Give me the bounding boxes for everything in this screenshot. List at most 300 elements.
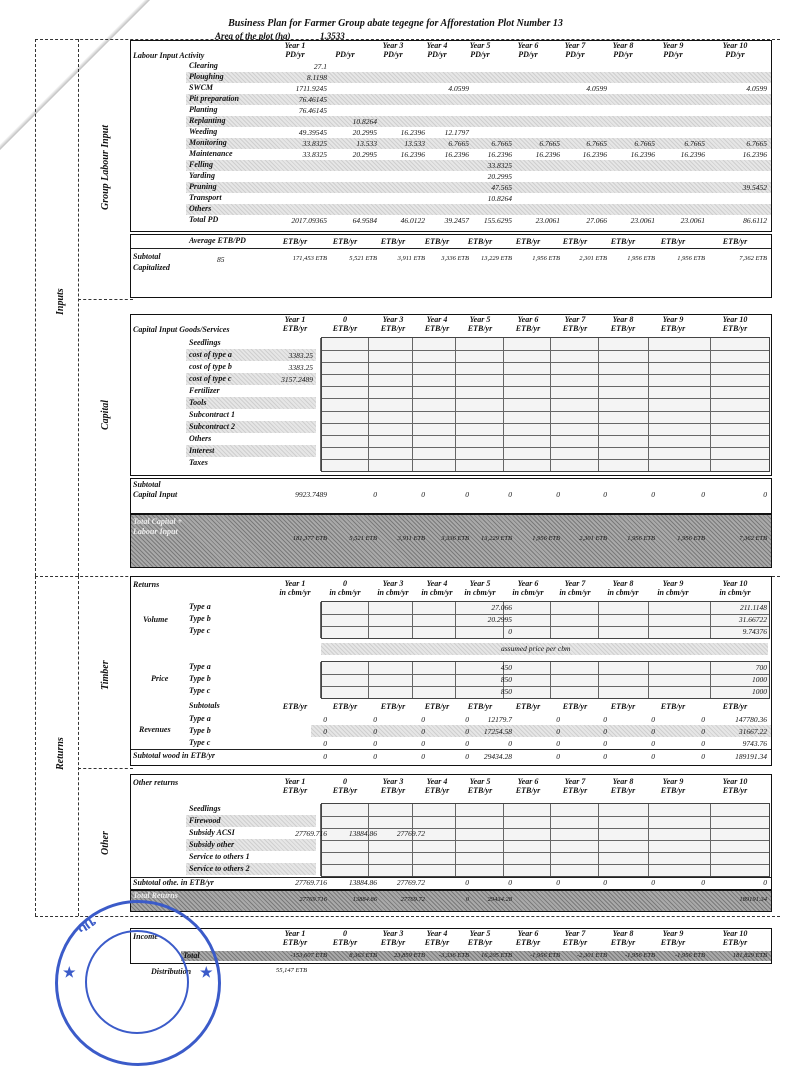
unit-header: in cbm/yr [559, 588, 591, 597]
revenue-value: 0 [373, 739, 377, 748]
grid-row-line [322, 614, 769, 615]
unit-header: ETB/yr [282, 237, 308, 246]
unit-header: ETB/yr [332, 938, 358, 947]
revenue-value: 0 [603, 739, 607, 748]
other-item: Service to others 2 [189, 864, 250, 873]
volume-value-y10: 211.1148 [739, 603, 767, 612]
unit-header: ETB/yr [380, 938, 406, 947]
price-value-y10: 700 [755, 663, 767, 672]
unit-header: PD/yr [383, 50, 403, 59]
unit-header: ETB/yr [424, 237, 450, 246]
income-value: -1,956 ETB [675, 952, 705, 959]
labour-value: 6.7665 [539, 139, 560, 148]
labour-value: 20.2995 [352, 128, 377, 137]
revenue-value: 0 [556, 715, 560, 724]
capital-subtotal-value: 0 [421, 490, 425, 499]
data-grid [321, 803, 770, 877]
grid-row-line [322, 350, 769, 351]
grid-col-line [320, 804, 321, 876]
unit-header: in cbm/yr [377, 588, 409, 597]
capital-item: Interest [189, 446, 215, 455]
labour-value: 23.0061 [680, 216, 705, 225]
total-input-value: 2,301 ETB [579, 535, 607, 542]
labour-value: 23.0061 [535, 216, 560, 225]
year-header: Year 7 [564, 929, 586, 938]
revenues-label: Revenues [139, 725, 171, 734]
subtotal-value: 171,453 ETB [292, 255, 327, 262]
grid-row-line [322, 816, 769, 817]
capital-item: Tools [189, 398, 207, 407]
unit-header: PD/yr [285, 50, 305, 59]
labour-value: 16.2396 [400, 128, 425, 137]
unit-header: ETB/yr [660, 237, 686, 246]
labour-value: 39.2457 [444, 216, 469, 225]
capital-item: Seedlings [189, 338, 221, 347]
total-input-value: 3,336 ETB [441, 535, 469, 542]
labour-value: 6.7665 [491, 139, 512, 148]
unit-header: ETB/yr [282, 786, 308, 795]
unit-header: ETB/yr [424, 702, 450, 711]
capital-subtotal-value: 0 [701, 490, 705, 499]
labour-col-label: Labour Input Activity [133, 51, 205, 60]
unit-header: ETB/yr [515, 324, 541, 333]
wood-subtotal-value: 0 [556, 752, 560, 761]
unit-header: ETB/yr [610, 237, 636, 246]
income-table [130, 928, 772, 976]
labour-value: 4.0599 [586, 84, 607, 93]
revenue-value: 0 [603, 727, 607, 736]
labour-value: 64.9584 [352, 216, 377, 225]
unit-header: ETB/yr [722, 786, 748, 795]
stamp-star-right: ★ [200, 966, 213, 981]
grid-col-line [648, 662, 649, 698]
year-header: Year 10 [722, 41, 748, 50]
page-title: Business Plan for Farmer Group abate tegegne for Afforestation Plot Number 13 [228, 18, 563, 29]
unit-header: ETB/yr [380, 786, 406, 795]
labour-value: 1711.9245 [295, 84, 327, 93]
unit-header: PD/yr [427, 50, 447, 59]
labour-value: 6.7665 [448, 139, 469, 148]
price-type: Type c [189, 686, 211, 695]
grid-row-line [322, 423, 769, 424]
capital-subtotal-label: Subtotal Capital Input [133, 480, 178, 499]
unit-header: ETB/yr [610, 324, 636, 333]
unit-header: ETB/yr [467, 938, 493, 947]
grid-col-line [368, 602, 369, 638]
other-item: Subsidy other [189, 840, 235, 849]
unit-header: ETB/yr [562, 938, 588, 947]
year-header: Year 3 [382, 41, 404, 50]
other-subtotal-value: 13884.86 [348, 878, 377, 887]
year-header: Year 3 [382, 929, 404, 938]
other-subtotal-value: 27769.716 [295, 878, 327, 887]
unit-header: ETB/yr [380, 324, 406, 333]
price-value-y5: 450 [500, 663, 512, 672]
year-header: Year 6 [517, 579, 539, 588]
unit-header: ETB/yr [722, 237, 748, 246]
grid-col-line [598, 662, 599, 698]
subtotal-value: 13,229 ETB [480, 255, 512, 262]
price-type: Type a [189, 662, 211, 671]
subtotal-value: 3,911 ETB [397, 255, 425, 262]
year-header: 0 [343, 579, 347, 588]
year-header: Year 7 [564, 315, 586, 324]
revenue-value: 0 [373, 715, 377, 724]
assumed-price-label: assumed price per cbm [501, 644, 571, 653]
unit-header: PD/yr [613, 50, 633, 59]
unit-header: PD/yr [470, 50, 490, 59]
year-header: Year 8 [612, 315, 634, 324]
total-returns-value: 27769.72 [400, 896, 425, 903]
capital-total-box [130, 514, 772, 568]
year-header: Year 4 [426, 315, 448, 324]
labour-value: 76.46145 [298, 106, 327, 115]
year-header: Year 5 [469, 579, 491, 588]
unit-header: in cbm/yr [719, 588, 751, 597]
grid-col-line [320, 338, 321, 471]
inputs-side-label: Inputs [55, 288, 66, 315]
capital-item: Taxes [189, 458, 208, 467]
stripe-row [186, 116, 771, 127]
inputs-frame-left [35, 39, 36, 576]
unit-header: in cbm/yr [464, 588, 496, 597]
other-item: Service to others 1 [189, 852, 250, 861]
grid-col-line [320, 662, 321, 698]
capital-value: 3383.25 [288, 351, 313, 360]
labour-activity: Others [189, 204, 212, 213]
unit-header: ETB/yr [660, 786, 686, 795]
labour-value: 16.2396 [582, 150, 607, 159]
year-header: 0 [343, 777, 347, 786]
unit-header: ETB/yr [562, 702, 588, 711]
wood-subtotal-value: 0 [323, 752, 327, 761]
other-item: Seedlings [189, 804, 221, 813]
stamp-text-top: ሳቤ [75, 914, 100, 938]
capital-item: cost of type c [189, 374, 232, 383]
total-input-value: 3,911 ETB [397, 535, 425, 542]
grid-row-line [322, 374, 769, 375]
other-subtotal-value: 0 [465, 878, 469, 887]
other-subtotal-value: 0 [763, 878, 767, 887]
unit-header: ETB/yr [515, 786, 541, 795]
volume-value-y5: 27.066 [491, 603, 512, 612]
unit-header: ETB/yr [282, 324, 308, 333]
revenue-value: 0 [651, 739, 655, 748]
labour-value: 6.7665 [586, 139, 607, 148]
year-header: Year 1 [284, 777, 306, 786]
price-value-y5: 850 [500, 675, 512, 684]
unit-header: ETB/yr [467, 786, 493, 795]
total-input-value: 1,956 ETB [677, 535, 705, 542]
labour-value: 10.8264 [352, 117, 377, 126]
labour-value: 10.8264 [487, 194, 512, 203]
revenue-value: 12179.7 [487, 715, 512, 724]
unit-header: in cbm/yr [329, 588, 361, 597]
capital-subtotal-value: 0 [603, 490, 607, 499]
grid-row-line [322, 852, 769, 853]
volume-type: Type c [189, 626, 211, 635]
grid-col-line [412, 602, 413, 638]
total-returns-value: 27769.716 [299, 896, 327, 903]
distribution-label: Distribution [151, 967, 192, 976]
unit-header: ETB/yr [722, 938, 748, 947]
unit-header: ETB/yr [282, 702, 308, 711]
wood-subtotal-value: 0 [465, 752, 469, 761]
returns-side-label: Returns [55, 737, 66, 770]
labour-value: 6.7665 [684, 139, 705, 148]
wood-subtotal-value: 0 [603, 752, 607, 761]
capital-subtotal-value: 0 [763, 490, 767, 499]
year-header: Year 8 [612, 777, 634, 786]
total-input-value: 5,521 ETB [349, 535, 377, 542]
other-subtotal-value: 0 [603, 878, 607, 887]
year-header: Year 4 [426, 579, 448, 588]
year-header: Year 6 [517, 41, 539, 50]
labour-value: 6.7665 [746, 139, 767, 148]
volume-value-y10: 31.66722 [738, 615, 767, 624]
labour-activity: Transport [189, 193, 222, 202]
unit-header: ETB/yr [332, 324, 358, 333]
total-returns-value: 29434.28 [487, 896, 512, 903]
total-returns-value: 13884.86 [352, 896, 377, 903]
other-value: 27769.716 [295, 829, 327, 838]
labour-value: 86.6112 [743, 216, 767, 225]
grid-row-line [322, 840, 769, 841]
data-grid [321, 601, 770, 639]
grid-col-line [710, 338, 711, 471]
capital-table [130, 314, 772, 476]
distribution-value: 55,147 ETB [276, 967, 308, 974]
labour-activity: Total PD [189, 215, 219, 224]
other-value: 27769.72 [396, 829, 425, 838]
subtotal-value: 2,301 ETB [579, 255, 607, 262]
year-header: Year 1 [284, 929, 306, 938]
revenue-value: 0 [556, 739, 560, 748]
labour-capital-divider [78, 299, 133, 300]
income-value: -1,956 ETB [530, 952, 560, 959]
year-header: Year 9 [662, 777, 684, 786]
wood-subtotal-value: 0 [421, 752, 425, 761]
total-returns-value: 0 [465, 896, 469, 903]
unit-header: ETB/yr [610, 786, 636, 795]
year-header: Year 9 [662, 929, 684, 938]
labour-value: 20.2995 [487, 172, 512, 181]
capital-subtotal-value: 0 [651, 490, 655, 499]
year-header: Year 1 [284, 579, 306, 588]
grid-row-line [322, 626, 769, 627]
data-grid [321, 661, 770, 699]
total-input-value: 1,956 ETB [627, 535, 655, 542]
capital-item: cost of type b [189, 362, 232, 371]
year-header: Year 3 [382, 777, 404, 786]
labour-value: 33.8325 [487, 161, 512, 170]
subtotals-label: Subtotals [189, 701, 220, 710]
income-total-label: Total [183, 951, 200, 960]
subtotal-line [131, 749, 771, 750]
labour-value: 2017.09365 [291, 216, 327, 225]
total-input-value: 7,362 ETB [739, 535, 767, 542]
unit-header: ETB/yr [515, 702, 541, 711]
unit-header: ETB/yr [610, 702, 636, 711]
grid-col-line [648, 602, 649, 638]
stamp-star-left: ★ [63, 966, 76, 981]
unit-header: ETB/yr [660, 938, 686, 947]
total-input-value: 1,956 ETB [532, 535, 560, 542]
labour-activity: Pruning [189, 182, 217, 191]
year-header: Year 7 [564, 777, 586, 786]
grid-col-line [550, 338, 551, 471]
year-header: Year 8 [612, 579, 634, 588]
year-header: Year 5 [469, 315, 491, 324]
grid-col-line [503, 338, 504, 471]
year-header: Year 9 [662, 315, 684, 324]
labour-value: 16.2396 [630, 150, 655, 159]
labour-value: 13.533 [356, 139, 377, 148]
year-header: Year 9 [662, 41, 684, 50]
grid-row-line [322, 386, 769, 387]
unit-header: ETB/yr [722, 702, 748, 711]
unit-header: ETB/yr [562, 237, 588, 246]
capital-subtotal-value: 0 [465, 490, 469, 499]
year-header: Year 7 [564, 579, 586, 588]
revenue-type: Type b [189, 726, 211, 735]
capital-item: Fertilizer [189, 386, 220, 395]
labour-activity: Yarding [189, 171, 215, 180]
subtotal-value: 1,956 ETB [677, 255, 705, 262]
timber-table [130, 576, 772, 766]
unit-header: ETB/yr [332, 237, 358, 246]
price-value-y10: 1000 [752, 675, 767, 684]
area-label: Area of the plot (ha) [215, 31, 291, 41]
grid-col-line [320, 602, 321, 638]
labour-value: 27.1 [313, 62, 327, 71]
grid-row-line [322, 447, 769, 448]
unit-header: PD/yr [725, 50, 745, 59]
subtotal-label: Subtotal Capitalized [133, 252, 170, 272]
grid-col-line [550, 602, 551, 638]
revenue-value: 17254.58 [483, 727, 512, 736]
revenue-value: 0 [373, 727, 377, 736]
year-header: Year 6 [517, 929, 539, 938]
unit-header: ETB/yr [282, 938, 308, 947]
timber-returns-label: Returns [133, 580, 160, 589]
grid-row-line [322, 674, 769, 675]
timber-side-label: Timber [100, 660, 111, 690]
capital-value: 3383.25 [288, 363, 313, 372]
grid-col-line [598, 338, 599, 471]
unit-header: ETB/yr [660, 324, 686, 333]
income-value: -2,301 ETB [577, 952, 607, 959]
other-subtotal-value: 0 [651, 878, 655, 887]
revenue-value: 0 [421, 727, 425, 736]
year-header: 0 [343, 929, 347, 938]
income-value: 181,829 ETB [732, 952, 767, 959]
other-subtotal-value: 0 [508, 878, 512, 887]
labour-value: 16.2396 [487, 150, 512, 159]
income-value: -1,956 ETB [625, 952, 655, 959]
wood-subtotal-value: 189191.34 [735, 752, 767, 761]
labour-value: 47.565 [491, 183, 512, 192]
group-labour-side-label: Group Labour Input [100, 124, 111, 210]
capital-item: Subcontract 1 [189, 410, 236, 419]
unit-header: ETB/yr [660, 702, 686, 711]
revenue-value: 0 [556, 727, 560, 736]
labour-value: 8.1198 [306, 73, 327, 82]
unit-header: ETB/yr [562, 324, 588, 333]
price-value-y5: 850 [500, 687, 512, 696]
labour-value: 16.2396 [742, 150, 767, 159]
labour-value: 46.0122 [400, 216, 425, 225]
revenue-type: Type a [189, 714, 211, 723]
unit-header: ETB/yr [467, 324, 493, 333]
other-value: 13884.86 [348, 829, 377, 838]
data-grid [321, 337, 770, 472]
labour-value: 4.0599 [746, 84, 767, 93]
volume-value-y5: 0 [508, 627, 512, 636]
avg-value: 85 [217, 255, 225, 264]
unit-header: ETB/yr [424, 786, 450, 795]
stripe-row [186, 204, 771, 215]
year-header: Year 6 [517, 315, 539, 324]
capital-item: Others [189, 434, 212, 443]
revenue-value: 0 [701, 739, 705, 748]
labour-value: 12.1797 [444, 128, 469, 137]
capital-subtotal-value: 0 [508, 490, 512, 499]
unit-header: PD/yr [565, 50, 585, 59]
timber-other-divider [78, 768, 133, 769]
other-subtotal-value: 0 [556, 878, 560, 887]
subtotal-value: 1,956 ETB [627, 255, 655, 262]
income-value: 23,859 ETB [393, 952, 425, 959]
year-header: Year 1 [284, 315, 306, 324]
avg-label: Average ETB/PD [189, 236, 246, 245]
year-header: Year 5 [469, 777, 491, 786]
year-header: Year 3 [382, 579, 404, 588]
labour-value: 155.6295 [483, 216, 512, 225]
labour-value: 16.2396 [444, 150, 469, 159]
capital-item: cost of type a [189, 350, 232, 359]
total-returns-box [130, 890, 772, 912]
year-header: Year 3 [382, 315, 404, 324]
revenue-value: 31667.22 [738, 727, 767, 736]
volume-type: Type b [189, 614, 211, 623]
labour-activity: Felling [189, 160, 214, 169]
unit-header: ETB/yr [467, 237, 493, 246]
year-header: Year 10 [722, 315, 748, 324]
labour-activity: Maintenance [189, 149, 233, 158]
year-header: Year 4 [426, 929, 448, 938]
subtotal-value: 5,521 ETB [349, 255, 377, 262]
labour-value: 16.2396 [535, 150, 560, 159]
year-header: Year 5 [469, 929, 491, 938]
revenue-value: 0 [421, 739, 425, 748]
grid-row-line [322, 459, 769, 460]
inputs-divider [78, 39, 79, 576]
grid-col-line [598, 602, 599, 638]
capital-subtotal-box [130, 478, 772, 514]
revenue-value: 0 [701, 727, 705, 736]
year-header: Year 6 [517, 777, 539, 786]
other-side-label: Other [100, 831, 111, 855]
unit-header: in cbm/yr [512, 588, 544, 597]
capital-side-label: Capital [100, 399, 111, 430]
other-subtotal-value: 27769.72 [396, 878, 425, 887]
labour-activity: Monitoring [189, 138, 227, 147]
revenue-value: 0 [421, 715, 425, 724]
wood-subtotal-value: 0 [651, 752, 655, 761]
year-header: Year 4 [426, 41, 448, 50]
grid-col-line [648, 338, 649, 471]
